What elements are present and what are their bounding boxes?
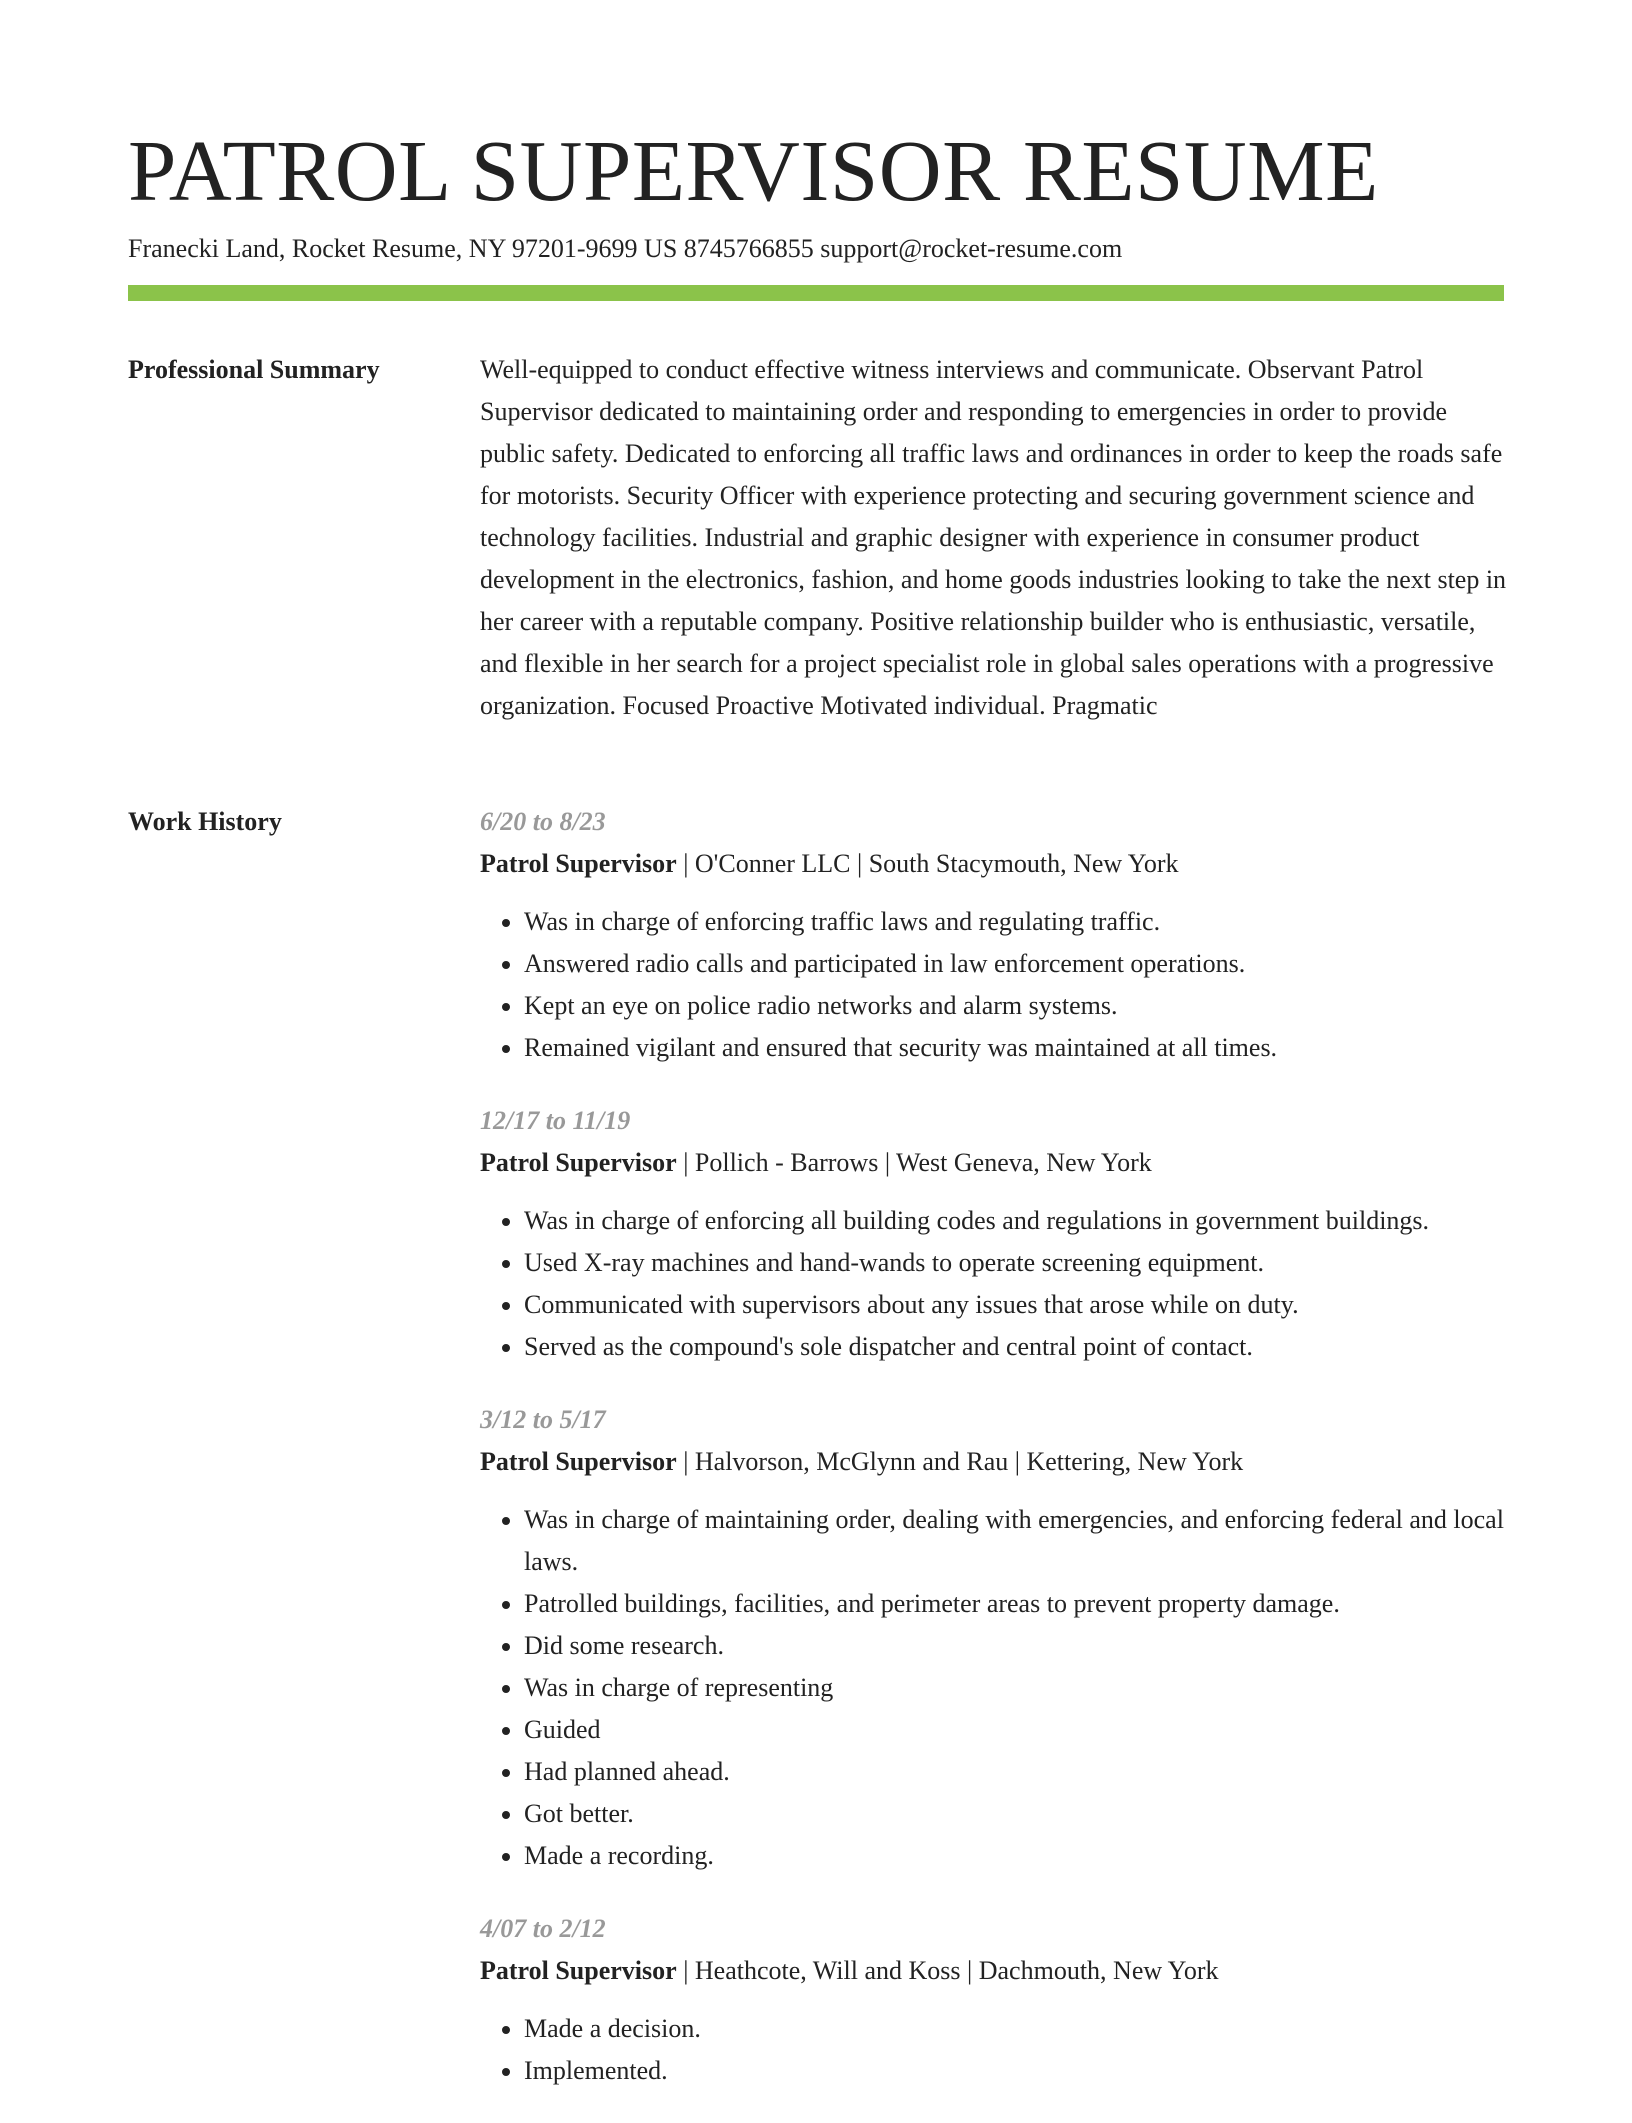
summary-text: Well-equipped to conduct effective witness interviews and communicate. Observant Patrol Supervisor dedicated to maintaining order and responding to emergencies in order to provide public safety. Dedicated to enforcing all traffic laws and ordinances in order to keep the roads safe for motorists. Security Officer with experience protecting and securing government science and technology facilities. Industrial and graphic designer with experience in consumer product development in the electronics, fashion, and home goods industries looking to take the next step in her career with a reputable company. Positive relationship builder who is enthusiastic, versatile, and flexible in her search for a project specialist role in global sales operations with a progressive organization. Focused Proactive Motivated individual. Pragmatic xyxy=(480,355,1507,720)
page-title: PATROL SUPERVISOR RESUME xyxy=(128,122,1379,219)
job-bullet-list xyxy=(480,901,1510,1069)
list-item: • Communicated with supervisors about any issues that arose while on duty. xyxy=(524,1284,1510,1326)
contact-info: Franecki Land, Rocket Resume, NY 97201-9699 US 8745766855 support@rocket-resume.com xyxy=(128,234,1123,263)
job-dates: 6/20 to 8/23 xyxy=(480,807,606,836)
list-item: • Had planned ahead. xyxy=(524,1751,1510,1793)
job-role: Patrol Supervisor xyxy=(480,1956,677,1985)
job-entry xyxy=(480,1908,1510,2092)
job-title-line xyxy=(480,1142,1510,1184)
list-item: • Used X-ray machines and hand-wands to operate screening equipment. xyxy=(524,1242,1510,1284)
job-title-line xyxy=(480,843,1510,885)
job-role: Patrol Supervisor xyxy=(480,849,677,878)
header-divider xyxy=(128,285,1504,301)
job-role: Patrol Supervisor xyxy=(480,1148,677,1177)
list-item: • Was in charge of representing xyxy=(524,1667,1510,1709)
job-bullet-list xyxy=(480,1499,1510,1877)
list-item: • Made a decision. xyxy=(524,2008,1510,2050)
summary-label: Professional Summary xyxy=(128,355,380,384)
work-history-label: Work History xyxy=(128,807,282,836)
job-dates: 4/07 to 2/12 xyxy=(480,1914,606,1943)
list-item: • Patrolled buildings, facilities, and perimeter areas to prevent property damage. xyxy=(524,1583,1510,1625)
list-item: • Got better. xyxy=(524,1793,1510,1835)
job-employer-location: | O'Conner LLC | South Stacymouth, New York xyxy=(676,849,1179,878)
list-item: • Answered radio calls and participated in law enforcement operations. xyxy=(524,943,1510,985)
list-item: • Made a recording. xyxy=(524,1835,1510,1877)
job-employer-location: | Heathcote, Will and Koss | Dachmouth, New York xyxy=(676,1956,1219,1985)
list-item: • Was in charge of maintaining order, dealing with emergencies, and enforcing federal and local laws. xyxy=(524,1499,1510,1583)
job-bullet-list xyxy=(480,1200,1510,1368)
list-item: • Implemented. xyxy=(524,2050,1510,2092)
job-bullet-list xyxy=(480,2008,1510,2092)
job-role: Patrol Supervisor xyxy=(480,1447,677,1476)
job-employer-location: | Pollich - Barrows | West Geneva, New York xyxy=(676,1148,1152,1177)
list-item: • Did some research. xyxy=(524,1625,1510,1667)
work-history-body xyxy=(480,801,1510,2123)
job-dates: 12/17 to 11/19 xyxy=(480,1106,631,1135)
job-entry xyxy=(480,1100,1510,1368)
job-title-line xyxy=(480,1950,1510,1992)
list-item: • Kept an eye on police radio networks and alarm systems. xyxy=(524,985,1510,1027)
job-dates: 3/12 to 5/17 xyxy=(480,1405,606,1434)
list-item: • Was in charge of enforcing all building codes and regulations in government buildings. xyxy=(524,1200,1510,1242)
list-item: • Remained vigilant and ensured that security was maintained at all times. xyxy=(524,1027,1510,1069)
job-employer-location: | Halvorson, McGlynn and Rau | Kettering, New York xyxy=(676,1447,1244,1476)
list-item: • Served as the compound's sole dispatcher and central point of contact. xyxy=(524,1326,1510,1368)
job-entry xyxy=(480,801,1510,1069)
job-title-line xyxy=(480,1441,1510,1483)
job-entry xyxy=(480,1399,1510,1877)
list-item: • Was in charge of enforcing traffic laws and regulating traffic. xyxy=(524,901,1510,943)
summary-body xyxy=(480,349,1510,727)
list-item: • Guided xyxy=(524,1709,1510,1751)
